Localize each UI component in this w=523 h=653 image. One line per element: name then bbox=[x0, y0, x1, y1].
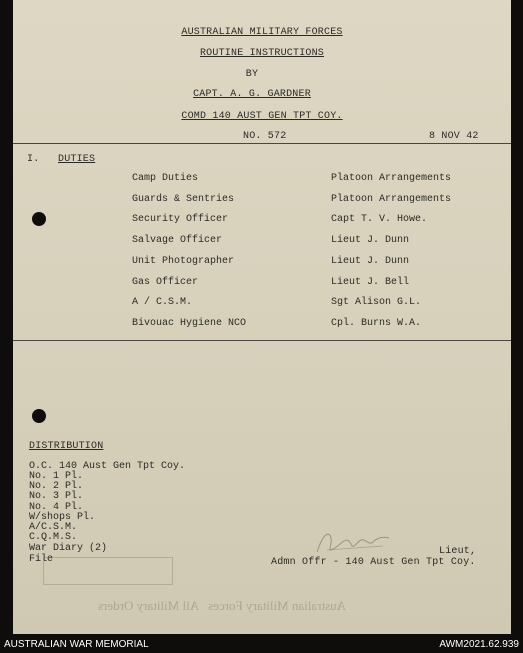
list-item: No. 3 Pl. bbox=[29, 491, 84, 502]
punch-hole-upper bbox=[32, 212, 46, 226]
duty-assignee: Lieut J. Bell bbox=[331, 277, 410, 288]
footer-accession: AWM2021.62.939 bbox=[439, 639, 519, 650]
duty-assignee: Sgt Alison G.L. bbox=[331, 297, 422, 308]
list-item: A/C.S.M. bbox=[29, 522, 78, 533]
list-item: War Diary (2) bbox=[29, 543, 108, 554]
header-divider bbox=[13, 143, 511, 144]
footer-source: AUSTRALIAN WAR MEMORIAL bbox=[4, 639, 149, 650]
section-numeral: I. bbox=[27, 154, 40, 165]
duty-role: Camp Duties bbox=[132, 173, 199, 184]
duty-role: Guards & Sentries bbox=[132, 194, 235, 205]
duties-divider bbox=[13, 340, 511, 341]
duty-assignee: Capt T. V. Howe. bbox=[331, 214, 428, 225]
duty-role: Salvage Officer bbox=[132, 235, 223, 246]
bleed-through-text: Australian Military Forces All Military Orders bbox=[98, 598, 347, 613]
distribution-title: DISTRIBUTION bbox=[29, 441, 104, 452]
duty-assignee: Platoon Arrangements bbox=[331, 173, 452, 184]
archive-footer bbox=[0, 636, 523, 653]
list-item: No. 1 Pl. bbox=[29, 471, 84, 482]
duty-role: Bivouac Hygiene NCO bbox=[132, 318, 247, 329]
list-item: W/shops Pl. bbox=[29, 512, 96, 523]
list-item: No. 2 Pl. bbox=[29, 481, 84, 492]
document-number: NO. 572 bbox=[243, 131, 287, 142]
header-routine: ROUTINE INSTRUCTIONS bbox=[199, 48, 325, 59]
duty-role: Gas Officer bbox=[132, 277, 199, 288]
list-item: File bbox=[29, 554, 54, 565]
section-title: DUTIES bbox=[58, 154, 96, 165]
list-item: No. 4 Pl. bbox=[29, 502, 84, 513]
signature-title: Admn Offr - 140 Aust Gen Tpt Coy. bbox=[271, 557, 476, 568]
faint-stamp-box bbox=[43, 557, 173, 585]
header-by: BY bbox=[245, 69, 259, 80]
duty-assignee: Lieut J. Dunn bbox=[331, 256, 410, 267]
duty-role: A / C.S.M. bbox=[132, 297, 193, 308]
signature-mark bbox=[313, 524, 393, 560]
header-forces: AUSTRALIAN MILITARY FORCES bbox=[181, 27, 343, 38]
header-command: COMD 140 AUST GEN TPT COY. bbox=[181, 111, 343, 122]
duty-assignee: Cpl. Burns W.A. bbox=[331, 318, 422, 329]
signature-rank: Lieut, bbox=[439, 546, 477, 557]
header-author: CAPT. A. G. GARDNER bbox=[193, 89, 311, 100]
document-page bbox=[13, 0, 511, 634]
list-item: O.C. 140 Aust Gen Tpt Coy. bbox=[29, 461, 186, 472]
punch-hole-lower bbox=[32, 409, 46, 423]
duty-assignee: Platoon Arrangements bbox=[331, 194, 452, 205]
list-item: C.Q.M.S. bbox=[29, 532, 78, 543]
document-date: 8 NOV 42 bbox=[429, 131, 479, 142]
duty-role: Security Officer bbox=[132, 214, 229, 225]
duty-assignee: Lieut J. Dunn bbox=[331, 235, 410, 246]
duty-role: Unit Photographer bbox=[132, 256, 235, 267]
